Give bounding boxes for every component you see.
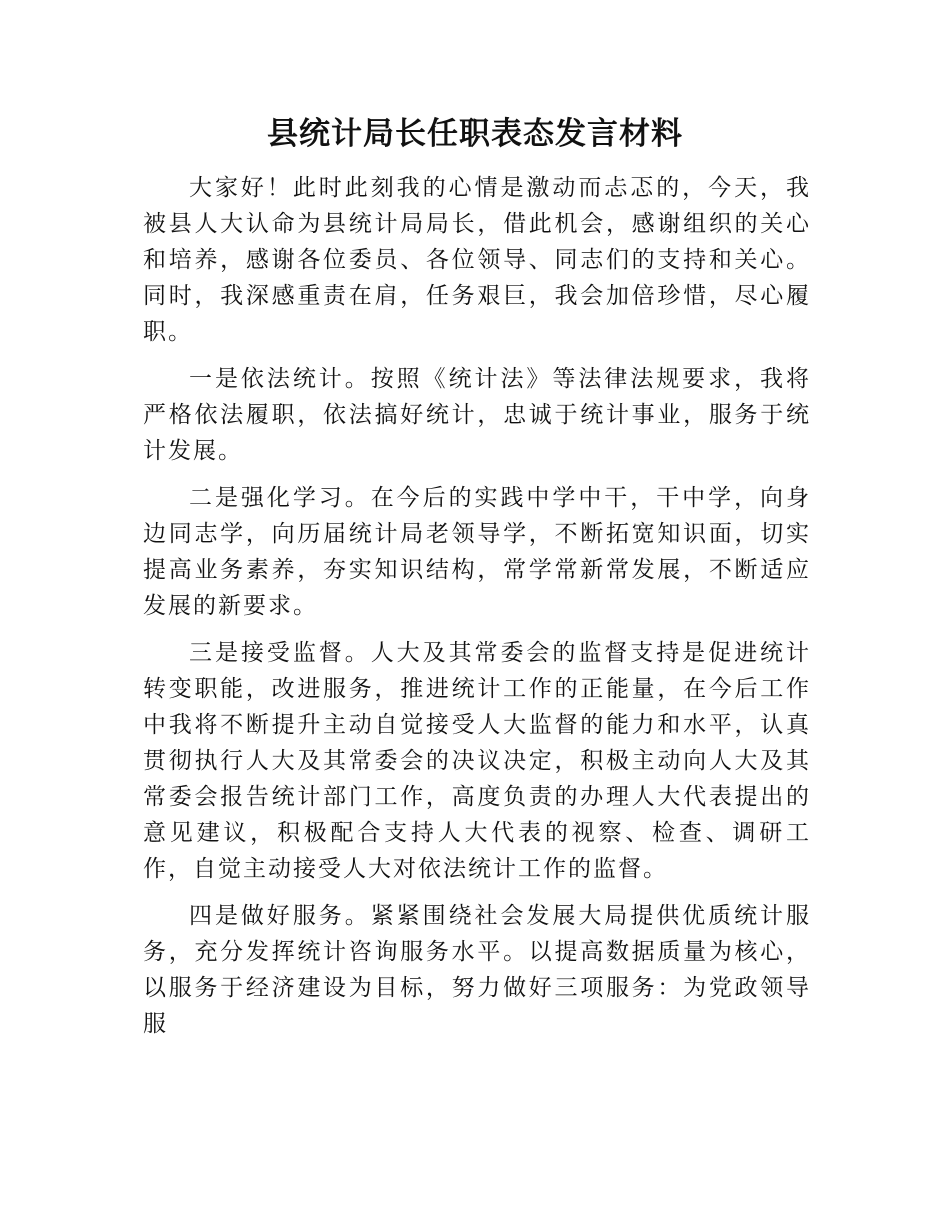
paragraph-point-two: 二是强化学习。在今后的实践中学中干，干中学，向身边同志学，向历届统计局老领导学，不断拓宽知识面，切实提高业务素养，夯实知识结构，常学常新常发展，不断适应发展的新要求。: [143, 485, 811, 619]
paragraph-point-four: 四是做好服务。紧紧围绕社会发展大局提供优质统计服务，充分发挥统计咨询服务水平。以提高数据质量为核心，以服务于经济建设为目标，努力做好三项服务：为党政领导服: [143, 903, 811, 1037]
paragraph-point-three: 三是接受监督。人大及其常委会的监督支持是促进统计转变职能，改进服务，推进统计工作的正能量，在今后工作中我将不断提升主动自觉接受人大监督的能力和水平，认真贯彻执行人大及其常委会的决议决定，积极主动向人大及其常委会报告统计部门工作，高度负责的办理人大代表提出的意见建议，积极配合支持人大代表的视察、检查、调研工作，自觉主动接受人大对依法统计工作的监督。: [143, 640, 811, 882]
document-title: 县统计局长任职表态发言材料: [267, 116, 683, 152]
paragraph-point-one: 一是依法统计。按照《统计法》等法律法规要求，我将严格依法履职，依法搞好统计，忠诚于统计事业，服务于统计发展。: [143, 366, 811, 464]
paragraph-greeting: 大家好！此时此刻我的心情是激动而忐忑的，今天，我被县人大认命为县统计局局长，借此机会，感谢组织的关心和培养，感谢各位委员、各位领导、同志们的支持和关心。同时，我深感重责在肩，任务艰巨，我会加倍珍惜，尽心履职。: [143, 175, 811, 345]
document-body: [143, 170, 811, 1053]
